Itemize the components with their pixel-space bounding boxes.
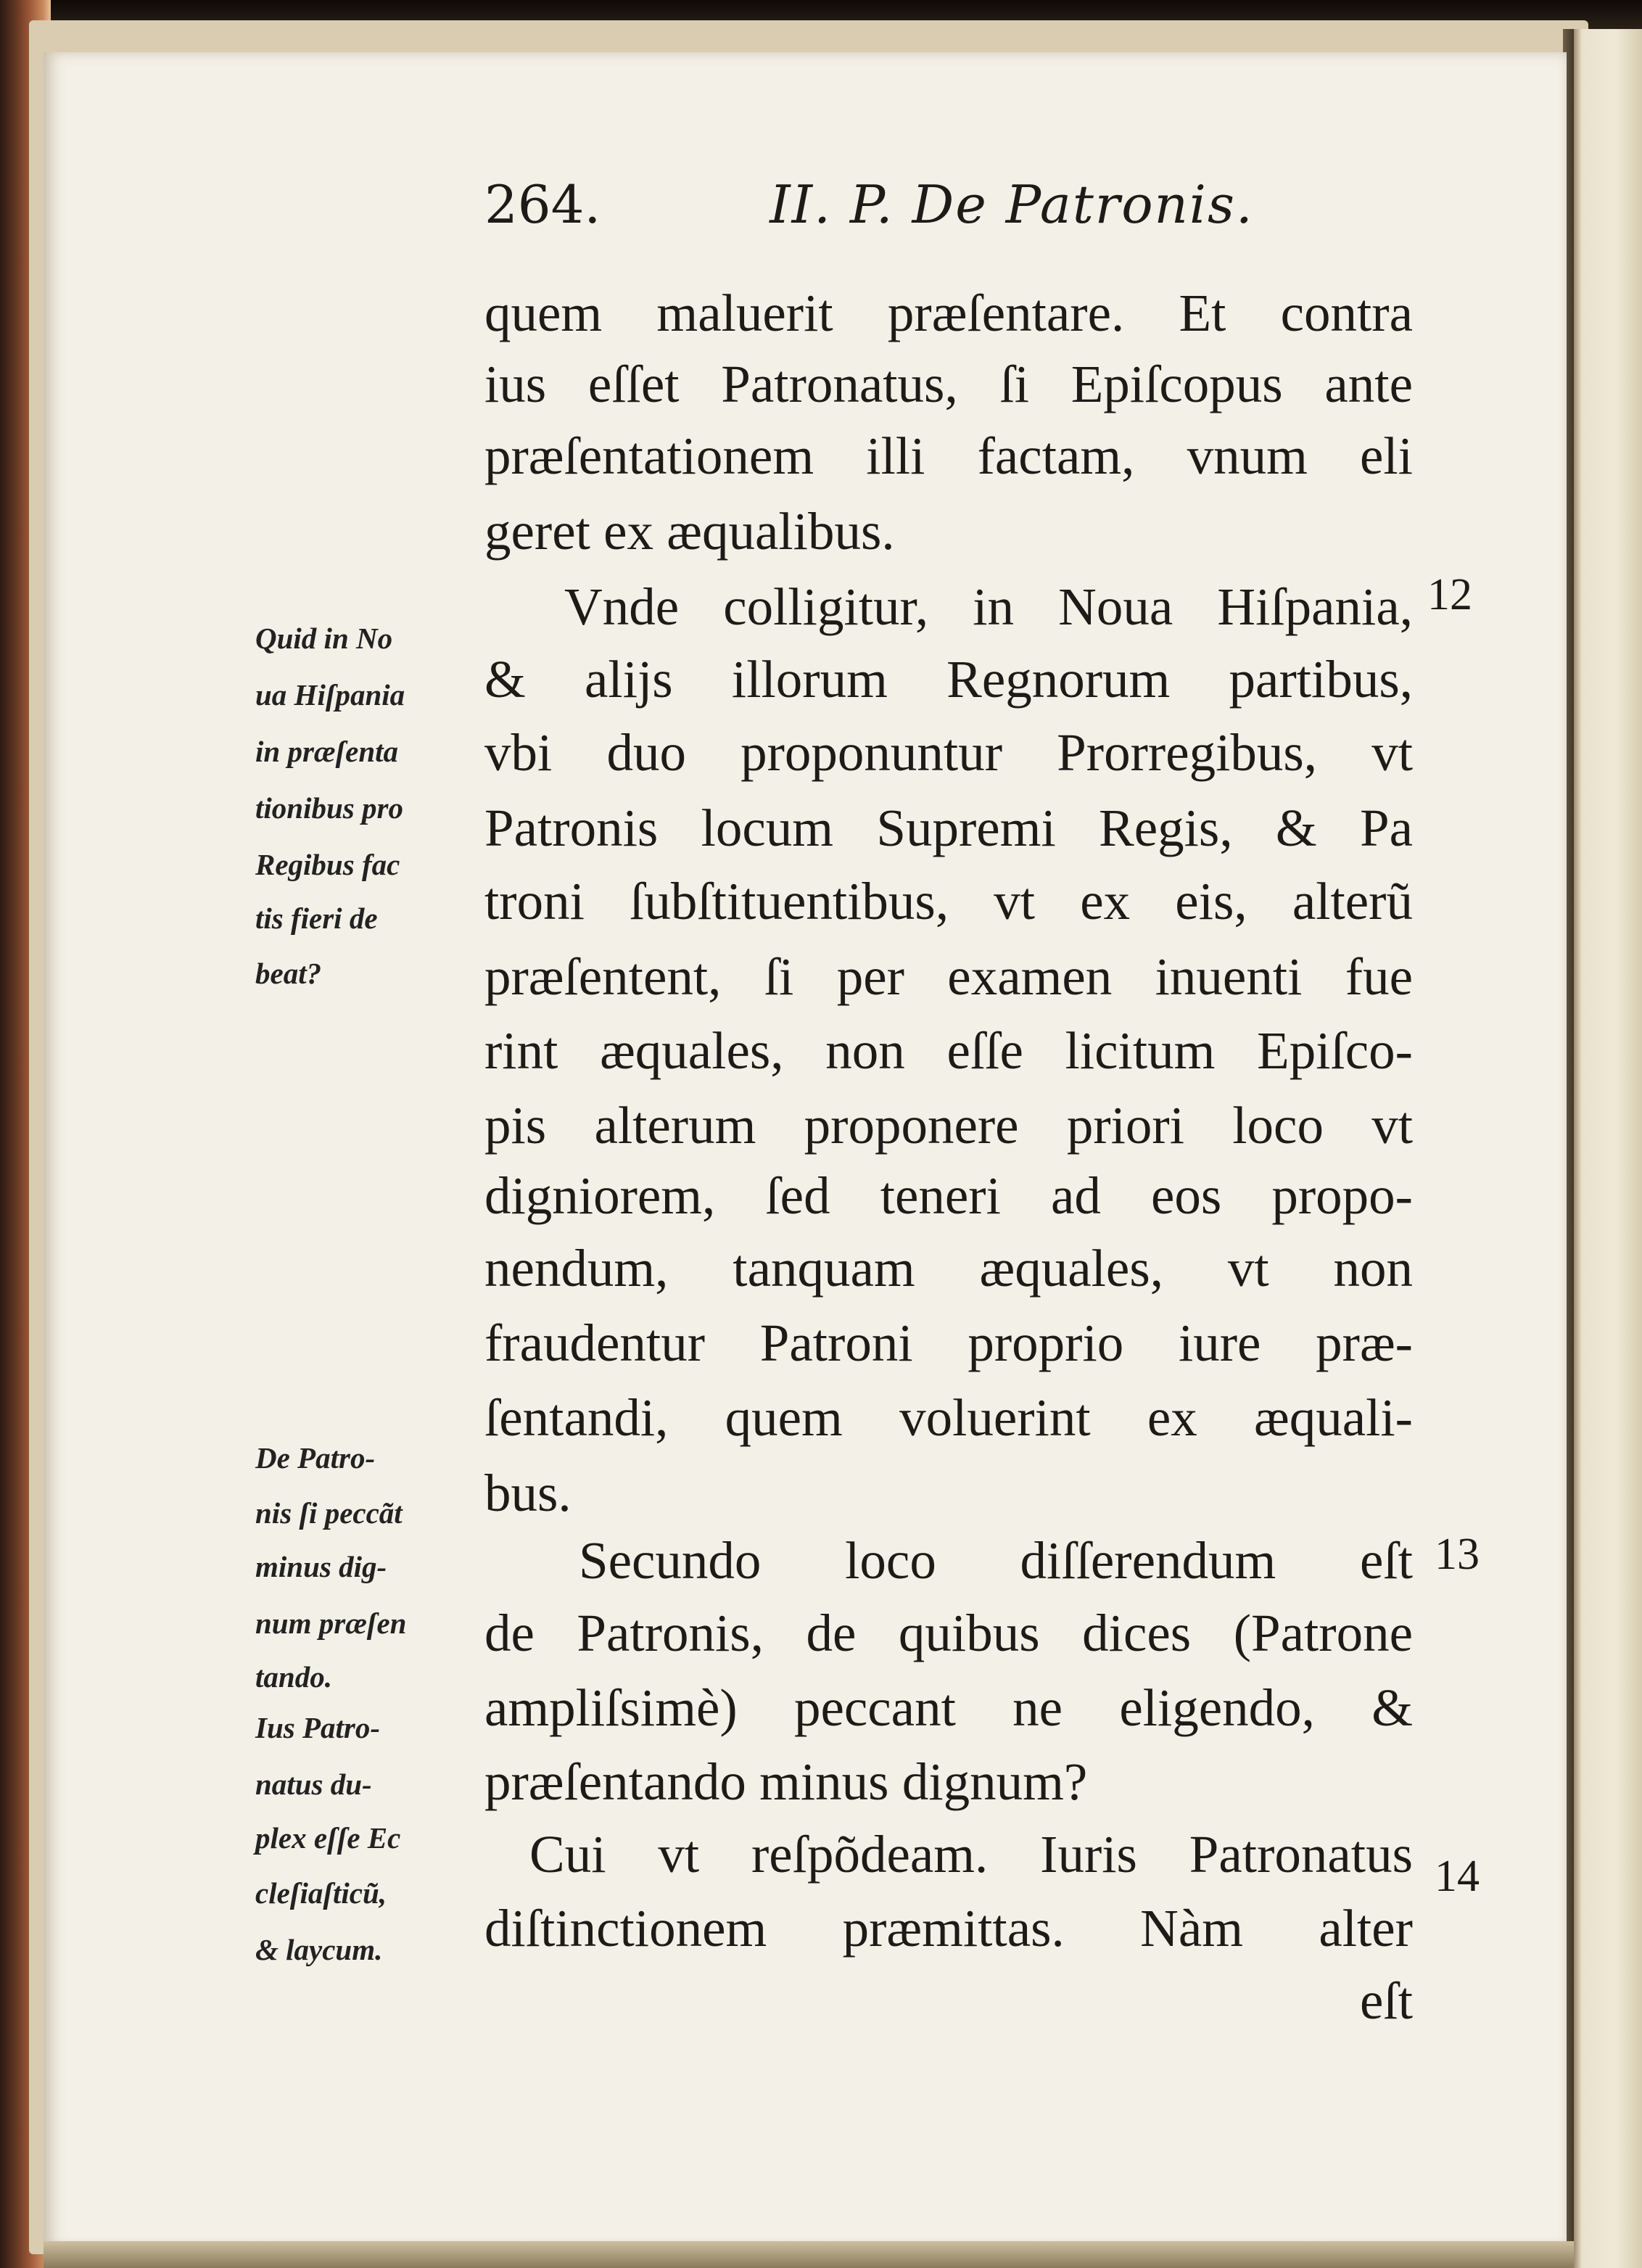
margin-note-line: tando. xyxy=(255,1660,332,1694)
margin-note-line: & laycum. xyxy=(255,1933,383,1966)
book-bottom-edge xyxy=(44,2241,1574,2268)
margin-note-line: minus dig- xyxy=(255,1550,387,1583)
body-line: digniorem, ſed teneri ad eos propo- xyxy=(484,1166,1413,1225)
margin-note-line: Regibus fac xyxy=(255,848,400,881)
body-line: Patronis locum Supremi Regis, & Pa xyxy=(484,799,1413,857)
body-line: Secundo loco diſſerendum eſt xyxy=(579,1531,1413,1590)
body-line: geret ex æqualibus. xyxy=(484,502,895,561)
body-line: præſentando minus dignum? xyxy=(484,1752,1088,1811)
margin-note-line: tis fieri de xyxy=(255,902,378,935)
margin-note-line: beat? xyxy=(255,957,322,990)
section-number: 13 xyxy=(1435,1530,1480,1579)
body-line: ſentandi, quem voluerint ex æquali- xyxy=(484,1388,1413,1447)
body-line: pis alterum proponere priori loco vt xyxy=(484,1096,1413,1155)
section-number: 14 xyxy=(1435,1852,1480,1901)
body-line: diſtinctionem præmittas. Nàm alter xyxy=(484,1899,1413,1958)
body-line: ius eſſet Patronatus, ſi Epiſcopus ante xyxy=(484,355,1413,413)
margin-note-line: Ius Patro- xyxy=(255,1711,381,1744)
body-line: fraudentur Patroni proprio iure præ- xyxy=(484,1314,1413,1372)
margin-note-line: natus du- xyxy=(255,1768,372,1801)
body-line: ampliſsimè) peccant ne eligendo, & xyxy=(484,1678,1413,1737)
margin-note-line: plex eſſe Ec xyxy=(255,1821,401,1855)
margin-note-line: num præſen xyxy=(255,1607,407,1640)
section-number: 12 xyxy=(1427,570,1472,619)
margin-note-line: ua Hiſpania xyxy=(255,678,405,712)
body-line: bus. xyxy=(484,1464,572,1522)
catchword: eſt xyxy=(1360,1971,1413,2030)
body-line: quem maluerit præſentare. Et contra xyxy=(484,284,1413,342)
body-line: præſentationem illi factam, vnum eli xyxy=(484,426,1413,485)
margin-note-line: De Patro- xyxy=(255,1441,376,1475)
margin-note-line: nis ſi peccãt xyxy=(255,1496,403,1530)
running-title: II. P. De Patronis. xyxy=(770,174,1254,235)
facing-page-edge xyxy=(1574,29,1642,2268)
body-line: de Patronis, de quibus dices (Patrone xyxy=(484,1604,1413,1662)
body-line: rint æquales, non eſſe licitum Epiſco- xyxy=(484,1021,1413,1080)
body-line: præſentent, ſi per examen inuenti fue xyxy=(484,947,1413,1006)
margin-note-line: cleſiaſticũ, xyxy=(255,1876,387,1910)
margin-note-line: tionibus pro xyxy=(255,791,403,825)
body-line: Cui vt reſpõdeam. Iuris Patronatus xyxy=(529,1825,1413,1884)
body-line: & alijs illorum Regnorum partibus, xyxy=(484,650,1413,709)
body-line: troni ſubſtituentibus, vt ex eis, alterũ xyxy=(484,872,1413,931)
body-line: vbi duo proponuntur Prorregibus, vt xyxy=(484,723,1413,782)
margin-note-line: Quid in No xyxy=(255,622,393,655)
margin-note-line: in præſenta xyxy=(255,735,399,768)
page-number: 264. xyxy=(484,174,601,235)
body-line: Vnde colligitur, in Noua Hiſpania, xyxy=(564,577,1413,636)
running-head xyxy=(484,174,1254,235)
body-line: nendum, tanquam æquales, vt non xyxy=(484,1239,1413,1298)
